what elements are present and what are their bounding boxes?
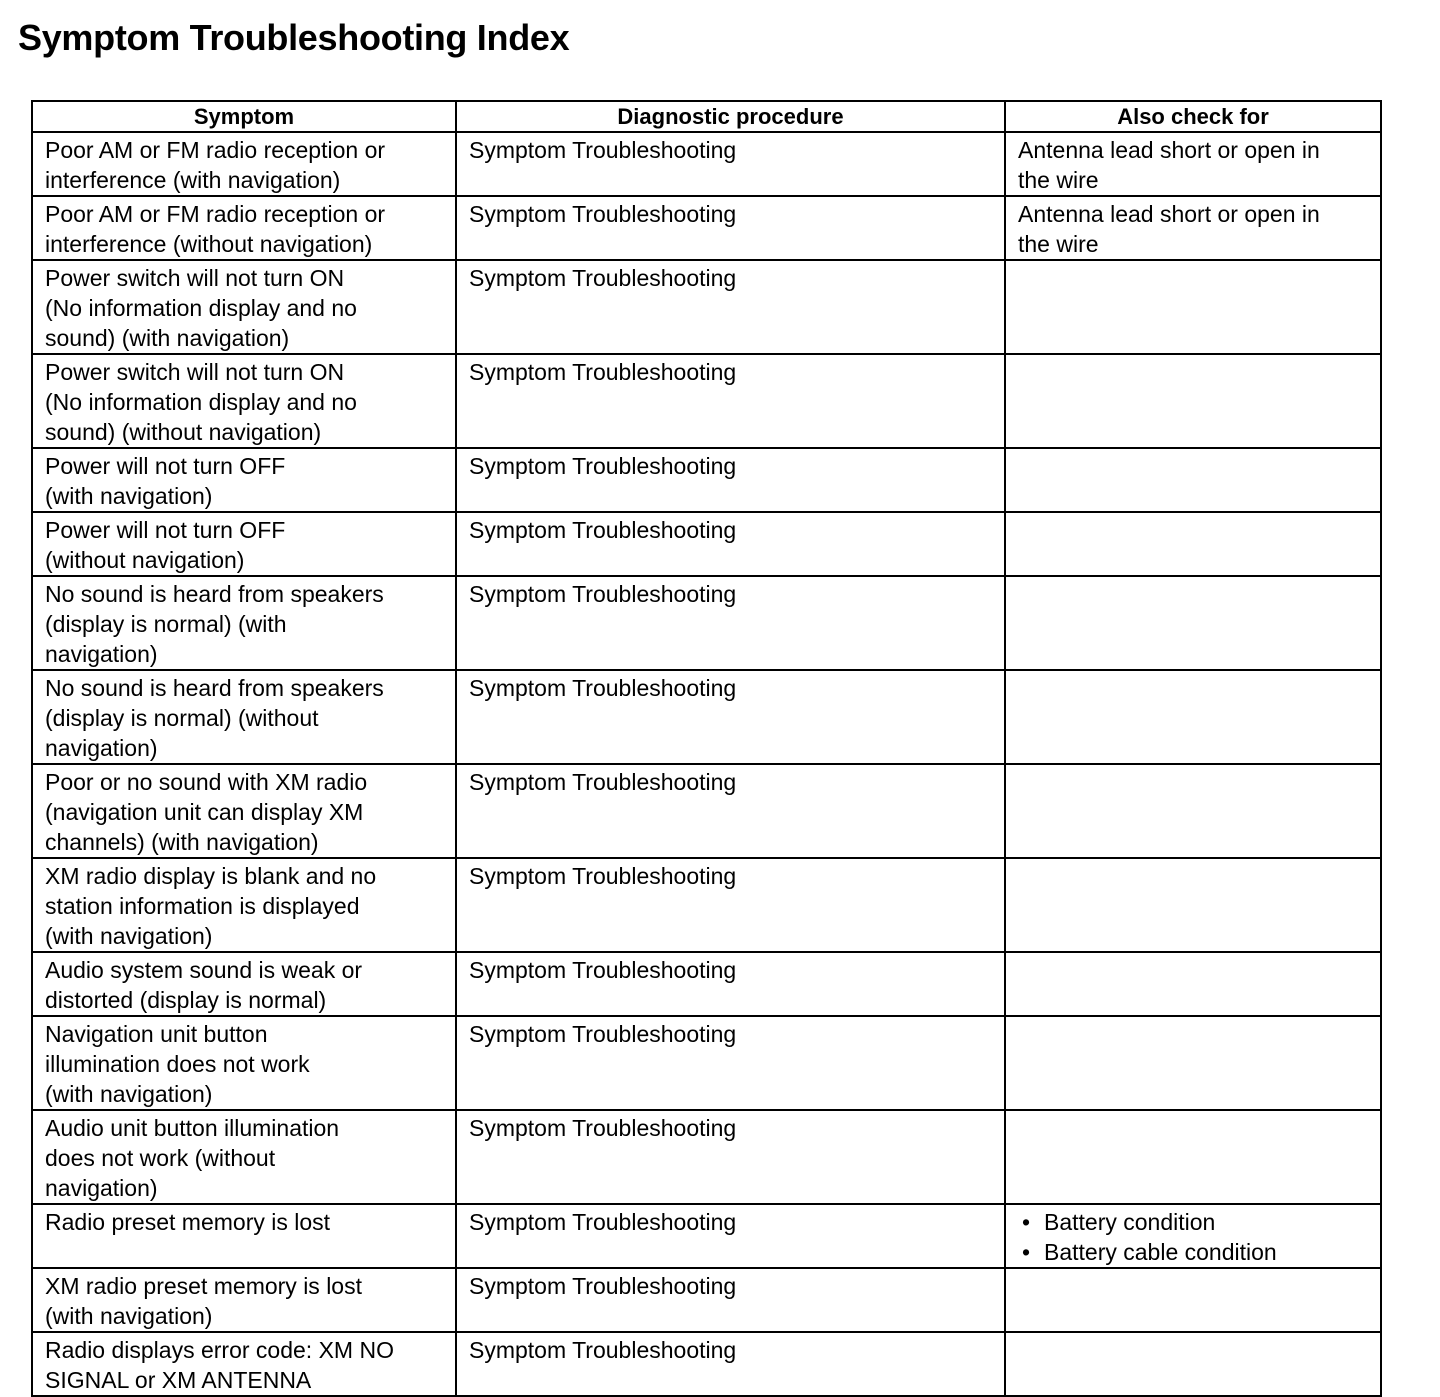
symptom-line: SIGNAL or XM ANTENNA [45, 1367, 312, 1393]
symptom-line: does not work (without [45, 1145, 276, 1171]
also-check-cell [1005, 132, 1381, 196]
also-check-cell [1005, 764, 1381, 858]
symptom-cell [32, 1204, 456, 1268]
symptom-line: Poor AM or FM radio reception or [45, 201, 386, 227]
symptom-line: XM radio display is blank and no [45, 863, 377, 889]
header-symptom: Symptom [32, 101, 456, 132]
table-row [32, 448, 1381, 512]
symptom-line: illumination does not work [45, 1051, 310, 1077]
bullet-icon: • [1022, 1239, 1031, 1265]
table-row [32, 952, 1381, 1016]
also-check-cell [1005, 1110, 1381, 1204]
symptom-line: sound) (without navigation) [45, 419, 322, 445]
table-row [32, 354, 1381, 448]
procedure-cell [456, 1268, 1005, 1332]
table-body [32, 132, 1381, 1396]
symptom-line: No sound is heard from speakers [45, 675, 384, 701]
symptom-line: Power will not turn OFF [45, 517, 286, 543]
header-also-check-for: Also check for [1005, 101, 1381, 132]
symptom-cell [32, 354, 456, 448]
symptom-line: Navigation unit button [45, 1021, 268, 1047]
table-row [32, 764, 1381, 858]
also-check-cell [1005, 354, 1381, 448]
also-check-line: Antenna lead short or open in [1018, 201, 1320, 227]
also-check-cell [1005, 952, 1381, 1016]
also-check-line: the wire [1018, 167, 1099, 193]
procedure-cell [456, 1332, 1005, 1396]
procedure-text: Symptom Troubleshooting [469, 1115, 737, 1141]
symptom-line: (with navigation) [45, 923, 213, 949]
header-diagnostic-procedure: Diagnostic procedure [456, 101, 1005, 132]
symptom-line: navigation) [45, 641, 158, 667]
procedure-cell [456, 260, 1005, 354]
symptom-line: interference (with navigation) [45, 167, 341, 193]
symptom-index-table [31, 100, 1382, 1397]
procedure-text: Symptom Troubleshooting [469, 201, 737, 227]
symptom-line: sound) (with navigation) [45, 325, 290, 351]
symptom-cell [32, 448, 456, 512]
procedure-text: Symptom Troubleshooting [469, 1337, 737, 1363]
procedure-cell [456, 764, 1005, 858]
symptom-cell [32, 1332, 456, 1396]
procedure-cell [456, 670, 1005, 764]
symptom-line: XM radio preset memory is lost [45, 1273, 362, 1299]
symptom-cell [32, 576, 456, 670]
page-title: Symptom Troubleshooting Index [18, 17, 570, 58]
symptom-cell [32, 1268, 456, 1332]
also-check-item [1018, 1237, 1370, 1267]
also-check-line: Antenna lead short or open in [1018, 137, 1320, 163]
also-check-item-text: Battery condition [1044, 1209, 1216, 1235]
procedure-text: Symptom Troubleshooting [469, 675, 737, 701]
symptom-line: Power switch will not turn ON [45, 359, 345, 385]
table-row [32, 196, 1381, 260]
procedure-cell [456, 1016, 1005, 1110]
procedure-cell [456, 196, 1005, 260]
symptom-line: navigation) [45, 735, 158, 761]
table-row [32, 1016, 1381, 1110]
procedure-cell [456, 512, 1005, 576]
symptom-line: (No information display and no [45, 295, 357, 321]
symptom-line: (with navigation) [45, 1081, 213, 1107]
symptom-line: Radio preset memory is lost [45, 1209, 331, 1235]
symptom-cell [32, 1016, 456, 1110]
table-row [32, 260, 1381, 354]
symptom-line: Radio displays error code: XM NO [45, 1337, 394, 1363]
symptom-line: Power will not turn OFF [45, 453, 286, 479]
procedure-text: Symptom Troubleshooting [469, 769, 737, 795]
table-row [32, 858, 1381, 952]
procedure-text: Symptom Troubleshooting [469, 581, 737, 607]
symptom-line: Power switch will not turn ON [45, 265, 345, 291]
symptom-line: station information is displayed [45, 893, 360, 919]
procedure-text: Symptom Troubleshooting [469, 359, 737, 385]
symptom-line: (with navigation) [45, 483, 213, 509]
procedure-cell [456, 858, 1005, 952]
symptom-cell [32, 952, 456, 1016]
also-check-cell [1005, 1204, 1381, 1268]
symptom-line: No sound is heard from speakers [45, 581, 384, 607]
symptom-line: Audio system sound is weak or [45, 957, 363, 983]
also-check-item [1018, 1207, 1370, 1237]
symptom-line: Audio unit button illumination [45, 1115, 340, 1141]
procedure-text: Symptom Troubleshooting [469, 863, 737, 889]
also-check-cell [1005, 670, 1381, 764]
symptom-line: (display is normal) (without [45, 705, 319, 731]
also-check-cell [1005, 512, 1381, 576]
procedure-text: Symptom Troubleshooting [469, 265, 737, 291]
procedure-text: Symptom Troubleshooting [469, 137, 737, 163]
procedure-cell [456, 448, 1005, 512]
table-row [32, 1332, 1381, 1396]
procedure-cell [456, 1110, 1005, 1204]
also-check-cell [1005, 858, 1381, 952]
procedure-text: Symptom Troubleshooting [469, 1021, 737, 1047]
symptom-line: (with navigation) [45, 1303, 213, 1329]
bullet-icon: • [1022, 1209, 1031, 1235]
table-row [32, 1204, 1381, 1268]
also-check-line: the wire [1018, 231, 1099, 257]
symptom-line: (No information display and no [45, 389, 357, 415]
procedure-text: Symptom Troubleshooting [469, 1273, 737, 1299]
symptom-line: navigation) [45, 1175, 158, 1201]
symptom-cell [32, 512, 456, 576]
also-check-cell [1005, 260, 1381, 354]
also-check-cell [1005, 1332, 1381, 1396]
also-check-cell [1005, 196, 1381, 260]
symptom-line: (display is normal) (with [45, 611, 287, 637]
symptom-cell [32, 196, 456, 260]
symptom-line: Poor or no sound with XM radio [45, 769, 368, 795]
symptom-line: channels) (with navigation) [45, 829, 319, 855]
also-check-cell [1005, 1268, 1381, 1332]
symptom-cell [32, 132, 456, 196]
symptom-line: (navigation unit can display XM [45, 799, 364, 825]
symptom-cell [32, 764, 456, 858]
symptom-line: Poor AM or FM radio reception or [45, 137, 386, 163]
also-check-cell [1005, 576, 1381, 670]
also-check-cell [1005, 448, 1381, 512]
procedure-cell [456, 576, 1005, 670]
symptom-line: distorted (display is normal) [45, 987, 327, 1013]
procedure-cell [456, 1204, 1005, 1268]
table-row [32, 670, 1381, 764]
procedure-text: Symptom Troubleshooting [469, 517, 737, 543]
table-row [32, 132, 1381, 196]
table-row [32, 1110, 1381, 1204]
procedure-cell [456, 354, 1005, 448]
procedure-text: Symptom Troubleshooting [469, 1209, 737, 1235]
also-check-cell [1005, 1016, 1381, 1110]
symptom-cell [32, 1110, 456, 1204]
symptom-line: (without navigation) [45, 547, 245, 573]
table-row [32, 512, 1381, 576]
also-check-item-text: Battery cable condition [1044, 1239, 1277, 1265]
symptom-line: interference (without navigation) [45, 231, 373, 257]
symptom-cell [32, 260, 456, 354]
procedure-cell [456, 952, 1005, 1016]
procedure-text: Symptom Troubleshooting [469, 957, 737, 983]
also-check-list [1018, 1207, 1370, 1267]
header-row [32, 101, 1381, 132]
symptom-cell [32, 858, 456, 952]
procedure-text: Symptom Troubleshooting [469, 453, 737, 479]
symptom-cell [32, 670, 456, 764]
table-row [32, 576, 1381, 670]
table-row [32, 1268, 1381, 1332]
procedure-cell [456, 132, 1005, 196]
